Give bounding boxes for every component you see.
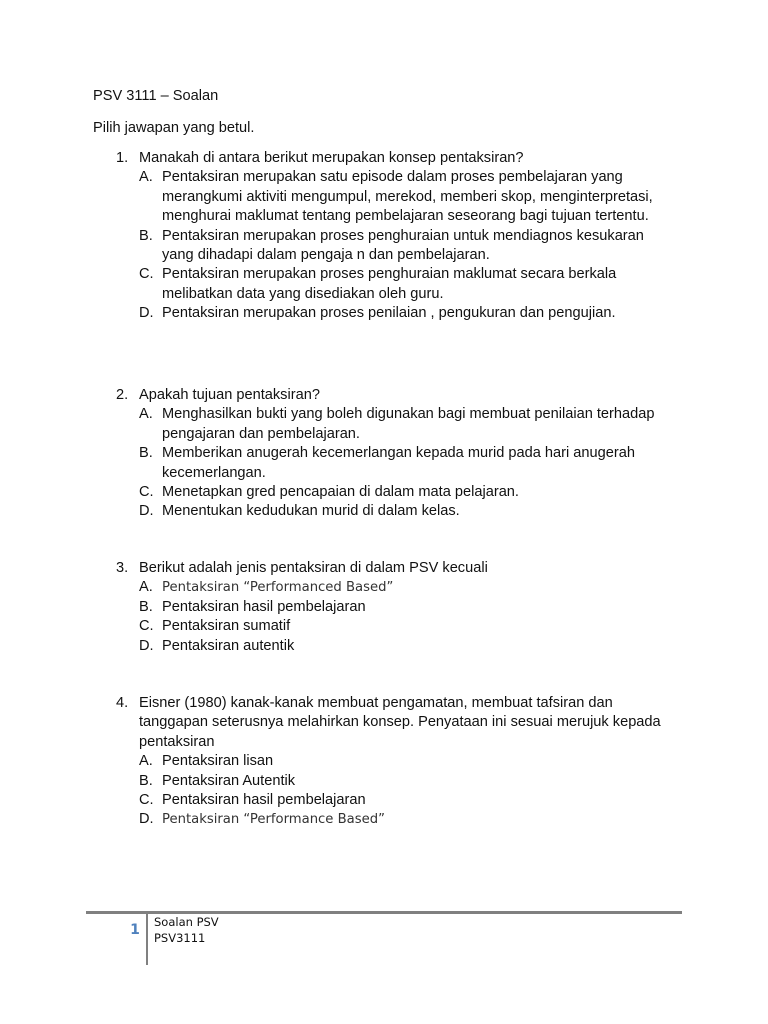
option-d	[116, 304, 676, 323]
question-number: 2.	[116, 387, 129, 403]
option-list	[116, 405, 676, 521]
option-text: Pentaksiran merupakan proses penilaian , pengukuran dan pengujian.	[162, 305, 616, 322]
footer-line-2: PSV3111	[154, 931, 206, 945]
option-letter: D.	[139, 305, 154, 322]
option-a	[116, 752, 676, 771]
question-1	[116, 149, 676, 324]
option-text: Pentaksiran lisan	[162, 753, 274, 770]
option-letter: B.	[139, 227, 153, 244]
option-letter: C.	[139, 618, 154, 635]
option-text: Pentaksiran autentik	[162, 637, 295, 654]
option-text: Menghasilkan bukti yang boleh digunakan bagi membuat penilaian terhadap pengajaran dan pembelajaran.	[162, 406, 655, 442]
footer-line-1: Soalan PSV	[154, 915, 219, 929]
document-title: PSV 3111 – Soalan	[93, 88, 219, 104]
option-text: Pentaksiran merupakan proses penghuraian maklumat secara berkala melibatkan data yang disediakan oleh guru.	[162, 266, 617, 302]
option-text: Memberikan anugerah kecemerlangan kepada murid pada hari anugerah kecemerlangan.	[162, 445, 635, 481]
option-text: Pentaksiran “Performance Based”	[162, 812, 385, 828]
option-d	[116, 810, 676, 829]
option-a	[116, 578, 676, 597]
option-d	[116, 502, 676, 521]
option-text: Pentaksiran hasil pembelajaran	[162, 792, 366, 809]
option-b	[116, 227, 676, 266]
option-text: Pentaksiran Autentik	[162, 772, 296, 789]
option-letter: D.	[139, 503, 154, 520]
option-c	[116, 791, 676, 810]
footer-divider	[146, 914, 148, 965]
question-number: 1.	[116, 150, 129, 166]
option-list	[116, 578, 676, 656]
option-text: Pentaksiran merupakan proses penghuraian untuk mendiagnos kesukaran yang dihadapi dalam pengaja n dan pembelajaran.	[162, 227, 644, 264]
question-stem	[116, 559, 676, 578]
option-list	[116, 168, 676, 323]
option-letter: B.	[139, 598, 153, 615]
option-letter: A.	[139, 406, 153, 423]
option-b	[116, 444, 676, 483]
option-b	[116, 598, 676, 617]
option-letter: A.	[139, 579, 153, 596]
option-letter: D.	[139, 637, 154, 654]
option-c	[116, 483, 676, 502]
option-text: Pentaksiran sumatif	[162, 618, 291, 635]
question-text: Eisner (1980) kanak-kanak membuat pengamatan, membuat tafsiran dan tanggapan seterusnya melahirkan konsep. Penyataan ini sesuai merujuk kepada pentaksiran	[139, 695, 661, 750]
page-number: 1	[130, 922, 140, 938]
question-stem	[116, 386, 676, 405]
option-text: Pentaksiran merupakan satu episode dalam proses pembelajaran yang merangkumi aktiviti mengumpul, merekod, memberi skop, menginterpretasi, menghurai maklumat tentang pembelajaran seseorang bagi tujuan tertentu.	[162, 169, 653, 225]
instruction-text: Pilih jawapan yang betul.	[93, 120, 255, 136]
question-3	[116, 559, 676, 656]
question-2	[116, 386, 676, 522]
option-text: Pentaksiran hasil pembelajaran	[162, 598, 366, 615]
option-b	[116, 772, 676, 791]
option-text: Menetapkan gred pencapaian di dalam mata pelajaran.	[162, 484, 519, 501]
option-c	[116, 265, 676, 304]
question-stem	[116, 149, 676, 168]
option-letter: B.	[139, 445, 153, 462]
question-text: Apakah tujuan pentaksiran?	[139, 387, 320, 403]
option-letter: D.	[139, 811, 154, 828]
option-letter: C.	[139, 484, 154, 501]
option-text: Pentaksiran “Performanced Based”	[162, 580, 394, 596]
question-stem	[116, 694, 676, 752]
question-number: 3.	[116, 560, 129, 576]
option-c	[116, 617, 676, 636]
option-letter: B.	[139, 772, 153, 789]
option-list	[116, 752, 676, 830]
footer-label	[154, 914, 219, 946]
option-letter: A.	[139, 169, 153, 186]
option-letter: C.	[139, 266, 154, 283]
question-number: 4.	[116, 695, 129, 711]
question-text: Manakah di antara berikut merupakan konsep pentaksiran?	[139, 150, 524, 166]
question-4	[116, 694, 676, 830]
option-text: Menentukan kedudukan murid di dalam kelas.	[162, 503, 460, 520]
option-letter: A.	[139, 753, 153, 770]
question-text: Berikut adalah jenis pentaksiran di dalam PSV kecuali	[139, 560, 488, 576]
option-a	[116, 168, 676, 226]
option-d	[116, 637, 676, 656]
option-a	[116, 405, 676, 444]
option-letter: C.	[139, 792, 154, 809]
